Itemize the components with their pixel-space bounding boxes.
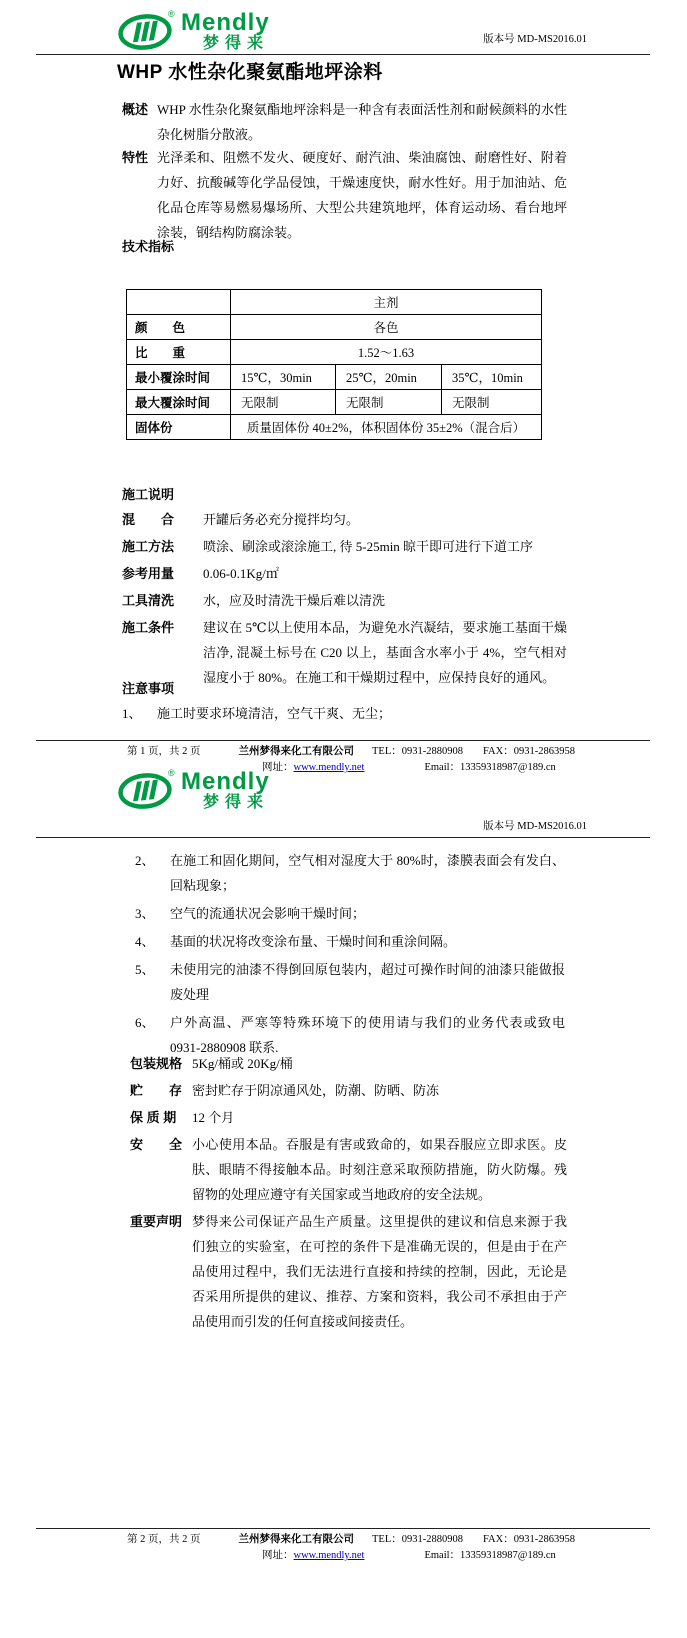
brand-logo xyxy=(118,767,270,811)
spec-text: 小心使用本品。吞服是有害或致命的，如果吞服应立即求医。皮肤、眼睛不得接触本品。时刻注意采取预防措施，防火防爆。残留物的处理应遵守有关国家或当地政府的安全法规。 xyxy=(192,1137,567,1202)
page-number: 第 2 页，共 2 页 xyxy=(127,1534,201,1545)
footer-tel: TEL：0931-2880908 xyxy=(372,1534,463,1545)
footer-email: Email：13359318987@189.cn xyxy=(424,762,556,773)
min-recoat-15c: 15℃，30min xyxy=(231,365,336,390)
website-link[interactable]: www.mendly.net xyxy=(293,1550,365,1561)
spec-row-disclaimer xyxy=(130,1209,575,1334)
row-value-gravity: 1.52～1.63 xyxy=(231,340,542,365)
overview-label: 概述 xyxy=(122,102,149,117)
spec-text: 水，应及时清洗干燥后难以清洗 xyxy=(203,593,386,608)
tech-spec-table xyxy=(126,289,542,440)
features-label: 特性 xyxy=(122,150,149,165)
mendly-logo-icon xyxy=(118,8,176,50)
spec-row-packaging xyxy=(130,1051,575,1076)
website-link[interactable]: www.mendly.net xyxy=(293,762,365,773)
spec-label: 包装规格 xyxy=(130,1056,183,1071)
overview-section xyxy=(122,97,567,147)
min-recoat-35c: 35℃，10min xyxy=(442,365,542,390)
spec-label: 施工方法 xyxy=(122,539,175,554)
row-label-min-recoat: 最小覆涂时间 xyxy=(127,365,231,390)
note-item-2 xyxy=(135,848,565,898)
table-row xyxy=(127,415,542,440)
notes-list xyxy=(122,701,557,729)
spec-label: 混 合 xyxy=(122,512,175,527)
table-col-header: 主剂 xyxy=(231,290,542,315)
overview-text: WHP 水性杂化聚氨酯地坪涂料是一种含有表面活性剂和耐候颜料的水性杂化树脂分散液。 xyxy=(157,102,567,142)
spec-text: 喷涂、刷涂或滚涂施工, 待 5-25min 晾干即可进行下道工序 xyxy=(203,539,534,554)
spec-label: 施工条件 xyxy=(122,620,175,635)
website-label: 网址： xyxy=(262,1550,294,1561)
construction-specs xyxy=(122,507,567,692)
min-recoat-25c: 25℃，20min xyxy=(336,365,442,390)
brand-name-cn: 梦得来 xyxy=(203,794,270,811)
footer-email: Email：13359318987@189.cn xyxy=(424,1550,556,1561)
spec-label: 参考用量 xyxy=(122,566,175,581)
table-cell-empty xyxy=(127,290,231,315)
row-value-solids: 质量固体份 40±2%，体积固体份 35±2%（混合后） xyxy=(231,415,542,440)
table-row xyxy=(127,315,542,340)
brand-name: Mendly xyxy=(181,9,270,36)
registered-mark-icon: ® xyxy=(168,768,175,778)
table-row xyxy=(127,290,542,315)
spec-row-safety xyxy=(130,1132,575,1207)
note-number: 5、 xyxy=(135,962,155,977)
note-number: 2、 xyxy=(135,853,155,868)
max-recoat-3: 无限制 xyxy=(442,390,542,415)
page2-footer xyxy=(36,1528,650,1564)
spec-row-storage xyxy=(130,1078,575,1103)
brand-name-cn: 梦得来 xyxy=(203,35,270,52)
footer-tel: TEL：0931-2880908 xyxy=(372,746,463,757)
row-label-max-recoat: 最大覆涂时间 xyxy=(127,390,231,415)
version-label: 版本号 MD-MS2016.01 xyxy=(483,821,587,832)
spec-text: 12 个月 xyxy=(192,1110,235,1125)
note-text: 空气的流通状况会影响干燥时间； xyxy=(170,906,366,921)
note-text: 在施工和固化期间，空气相对湿度大于 80%时，漆膜表面会有发白、回粘现象； xyxy=(170,853,565,893)
note-number: 3、 xyxy=(135,906,155,921)
brand-wordmark xyxy=(181,11,270,52)
footer-line-2 xyxy=(36,1548,650,1564)
footer-divider xyxy=(36,1528,650,1529)
mendly-logo-icon xyxy=(118,767,176,809)
spec-text: 5Kg/桶或 20Kg/桶 xyxy=(192,1056,293,1071)
row-label-color: 颜 色 xyxy=(127,315,231,340)
table-row xyxy=(127,340,542,365)
table-row xyxy=(127,390,542,415)
note-item-3 xyxy=(135,901,565,926)
note-number: 4、 xyxy=(135,934,155,949)
row-label-solids: 固体份 xyxy=(127,415,231,440)
page-number: 第 1 页，共 2 页 xyxy=(127,746,201,757)
spec-text: 开罐后务必充分搅拌均匀。 xyxy=(203,512,360,527)
features-section xyxy=(122,145,567,245)
note-item-1 xyxy=(122,701,557,726)
website-row xyxy=(262,1548,364,1564)
spec-label: 工具清洗 xyxy=(122,593,175,608)
note-text: 户外高温、严寒等特殊环境下的使用请与我们的业务代表或致电 0931-2880908 联系. xyxy=(170,1015,565,1055)
brand-name: Mendly xyxy=(181,768,270,795)
product-info-specs xyxy=(130,1051,575,1336)
spec-label: 保 质 期 xyxy=(130,1110,177,1125)
page-title: WHP 水性杂化聚氨酯地坪涂料 xyxy=(117,62,383,83)
note-number: 1、 xyxy=(122,706,142,721)
notes-heading: 注意事项 xyxy=(122,681,175,696)
footer-line-1 xyxy=(36,744,650,760)
row-value-color: 各色 xyxy=(231,315,542,340)
spec-text: 建议在 5℃以上使用本品，为避免水汽凝结，要求施工基面干燥洁净, 混凝土标号在 C20 以上，基面含水率小于 4%，空气相对湿度小于 80%。在施工和干燥期过程中，应保持良好的通风。 xyxy=(203,620,567,685)
version-label: 版本号 MD-MS2016.01 xyxy=(483,34,587,45)
row-label-gravity: 比 重 xyxy=(127,340,231,365)
header-divider xyxy=(36,837,650,838)
header-divider xyxy=(36,54,650,55)
tech-spec-heading: 技术指标 xyxy=(122,239,175,254)
page-2 xyxy=(0,763,687,1638)
spec-row-consumption xyxy=(122,561,567,586)
spec-label: 安 全 xyxy=(130,1137,183,1152)
registered-mark-icon: ® xyxy=(168,9,175,19)
table-row xyxy=(127,365,542,390)
max-recoat-2: 无限制 xyxy=(336,390,442,415)
footer-divider xyxy=(36,740,650,741)
note-text: 未使用完的油漆不得倒回原包装内，超过可操作时间的油漆只能做报废处理 xyxy=(170,962,565,1002)
spec-text: 密封贮存于阴凉通风处，防潮、防晒、防冻 xyxy=(192,1083,440,1098)
spec-row-cleaning xyxy=(122,588,567,613)
page-1 xyxy=(0,0,687,773)
notes-list-continued xyxy=(135,848,565,1063)
footer-fax: FAX：0931-2863958 xyxy=(483,746,575,757)
max-recoat-1: 无限制 xyxy=(231,390,336,415)
note-item-4 xyxy=(135,929,565,954)
spec-row-shelf-life xyxy=(130,1105,575,1130)
brand-logo xyxy=(118,8,270,52)
note-number: 6、 xyxy=(135,1015,155,1030)
footer-fax: FAX：0931-2863958 xyxy=(483,1534,575,1545)
spec-label: 贮 存 xyxy=(130,1083,183,1098)
note-item-5 xyxy=(135,957,565,1007)
spec-text: 0.06-0.1Kg/㎡ xyxy=(203,566,279,581)
spec-label: 重要声明 xyxy=(130,1214,183,1229)
footer-line-1 xyxy=(36,1532,650,1548)
note-text: 施工时要求环境清洁，空气干爽、无尘； xyxy=(157,706,392,721)
spec-row-method xyxy=(122,534,567,559)
spec-row-mixing xyxy=(122,507,567,532)
brand-wordmark xyxy=(181,770,270,811)
features-text: 光泽柔和、阻燃不发火、硬度好、耐汽油、柴油腐蚀、耐磨性好、附着力好、抗酸碱等化学品侵蚀，干燥速度快，耐水性好。用于加油站、危化品仓库等易燃易爆场所、大型公共建筑地坪，体育运动场、看台地坪涂装，钢结构防腐涂装。 xyxy=(157,150,567,240)
spec-text: 梦得来公司保证产品生产质量。这里提供的建议和信息来源于我们独立的实验室，在可控的条件下是准确无误的，但是由于在产品使用过程中，我们无法进行直接和持续的控制，因此，无论是否采用所提供的建议、推荐、方案和资料，我公司不承担由于产品使用而引发的任何直接或间接责任。 xyxy=(192,1214,567,1329)
construction-heading: 施工说明 xyxy=(122,487,175,502)
website-label: 网址： xyxy=(262,762,294,773)
note-text: 基面的状况将改变涂布量、干燥时间和重涂间隔。 xyxy=(170,934,457,949)
company-name: 兰州梦得来化工有限公司 xyxy=(238,1534,354,1545)
spec-row-conditions xyxy=(122,615,567,690)
company-name: 兰州梦得来化工有限公司 xyxy=(238,746,354,757)
